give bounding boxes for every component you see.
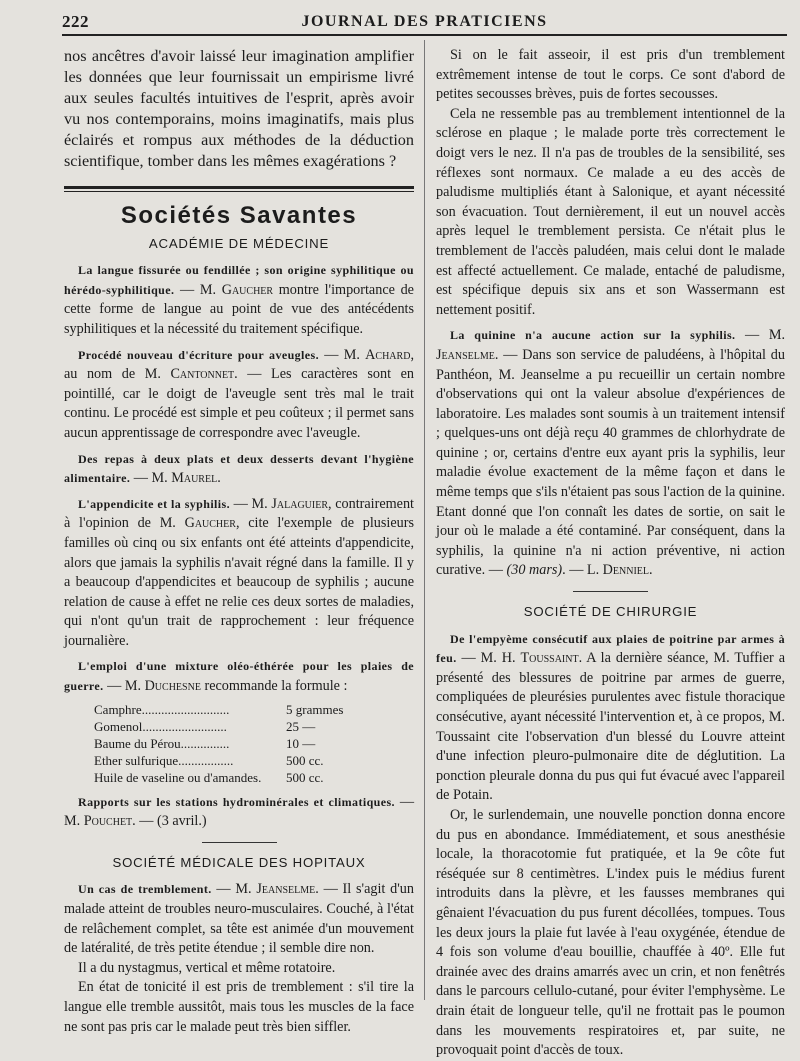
- rubric: De l'empyème consécutif aux plaies de poitrine par armes à feu.: [436, 631, 785, 666]
- author-name: Toussaint: [520, 650, 579, 667]
- formula-row: Huile de vaseline ou d'amandes. 500 cc.: [94, 770, 324, 786]
- author-name: Cantonnet: [170, 366, 235, 383]
- short-rule: [573, 591, 648, 592]
- report-langue-fissuree: La langue fissurée ou fendillée ; son origine syphilitique ou hérédo-syphilitique. — M. Gaucher montre l'importance de cette forme de langue au point de vue des antécédents syphilitiques et la nécessité du traitement spécifique.: [64, 263, 414, 337]
- report-repas: Des repas à deux plats et deux desserts devant l'hygiène alimentaire. — M. Maurel.: [64, 451, 414, 487]
- rubric: Des repas à deux plats et deux desserts devant l'hygiène alimentaire.: [64, 451, 414, 486]
- report-tremblement: Un cas de tremblement. — M. Jeanselme. — Il s'agit d'un malade atteint de troubles neuro-musculaires. Couché, à l'état de relâchement complet, sa tête est animée d'un mouvement de latéralité, de très petite étendue ; il semble dire non.: [64, 881, 414, 957]
- author-name: Pouchet: [83, 813, 133, 830]
- formula-list: [94, 701, 414, 787]
- hopitaux-heading: SOCIÉTÉ MÉDICALE DES HOPITAUX: [112, 854, 366, 870]
- formula-row: Ether sulfurique................. 500 cc.: [94, 753, 324, 769]
- author-name: Jeanselme: [436, 346, 495, 363]
- paragraph: Or, le surlendemain, une nouvelle ponction donna encore du pus en abondance. Immédiatement, et sous anesthésie locale, la thoracotomie fut pratiquée, et la 9e côte fut réséquée sur 8 centimètres. L'index puis le médius furent introduits dans la plèvre, et les fausses membranes qui gênaient l'évacuation du pus furent décollées, tompues. Tous les deux jours la plaie fut lavée à l'eau oxygénée, étendue de 4 fois son volume d'eau bouillie, chauffée à 40º. Elle fut drainée avec des drains amarrés avec un crin, et non fenêtrés dans le parcours cellulo-cutané, pour éviter l'emphysème. Le drain était de longueur telle, qu'il ne frottait pas le poumon dans les mouvements respiratoires et, par suite, ne provoquait point d'accès de toux.: [436, 806, 785, 1059]
- rubric: Rapports sur les stations hydrominérales et climatiques.: [78, 794, 395, 809]
- signature: L. Denniel: [586, 562, 650, 579]
- report-date: (30 mars): [506, 562, 563, 579]
- formula-row: Baume du Pérou............... 10 —: [94, 736, 316, 752]
- column-divider: [424, 40, 425, 1000]
- section-title: Sociétés Savantes: [120, 202, 358, 229]
- report-appendicite: L'appendicite et la syphilis. — M. Jalaguier, contrairement à l'opinion de M. Gaucher, cite l'exemple de plusieurs familles où cinq ou six enfants ont été atteints d'appendicite, alors que jamais la syphilis n'avait régné dans la famille. Il y a beaucoup d'appendicites et beaucoup de syphilis ; aucune relation de cause à effet ne relie ces deux sortes de maladies, qui n'ont qu'un trait de rapprochement : leur fréquence journalière.: [64, 495, 415, 649]
- formula-row: Gomenol.......................... 25 —: [94, 718, 316, 734]
- left-column: [64, 46, 414, 1037]
- report-quinine: La quinine n'a aucune action sur la syphilis. — M. Jeanselme. — Dans son service de paludéens, à l'hôpital du Panthéon, M. Jeanselme a pu recueillir un certain nombre d'observations qui ont la valeur absolue d'expériences de laboratoire. Les malades sont soumis à un traitement intensif ; quelques-uns ont déjà reçu 40 grammes de chlorhydrate de quinine ; or, certains d'entre eux ayant pris la syphilis, leur maladie évolue exactement de la même façon et dans le même temps que s'ils n'étaient pas sous l'action de la quinine. Etant donné que l'on connaît les dates de sortie, on sait le jour où le malade a été contaminé. Par conséquent, dans la syphilis, la quinine n'a ni action préventive, ni action curative. — (30 mars). — L. Denniel.: [436, 327, 785, 579]
- paragraph: Si on le fait asseoir, il est pris d'un tremblement extrêmement intense de tout le corps. Ce sont d'abord de petites secousses brèves, puis de fortes secousses.: [436, 47, 785, 103]
- right-column: [436, 46, 785, 1061]
- author-name: Jalaguier: [271, 495, 328, 512]
- author-name: Maurel: [171, 470, 218, 487]
- paragraph: En état de tonicité il est pris de tremblement : s'il tire la langue elle tremble aussitôt, mais tous les muscles de la face ne sont pas pris car le malade peut très bien siffler.: [64, 979, 414, 1035]
- academie-heading: ACADÉMIE DE MÉDECINE: [148, 235, 330, 251]
- report-stations: Rapports sur les stations hydrominérales et climatiques. — M. Pouchet. — (3 avril.): [64, 793, 414, 830]
- author-name: Achard: [365, 346, 411, 363]
- paragraph: Il a du nystagmus, vertical et même rotatoire.: [78, 959, 336, 976]
- chirurgie-heading: SOCIÉTÉ DE CHIRURGIE: [523, 604, 698, 620]
- author-name: Gaucher: [221, 281, 274, 298]
- report-mixture: L'emploi d'une mixture oléo-éthérée pour les plaies de guerre. — M. Duchesne recommande la formule :: [64, 659, 414, 695]
- rubric: La langue fissurée ou fendillée ; son origine syphilitique ou hérédo-syphilitique.: [64, 263, 414, 297]
- rubric: La quinine n'a aucune action sur la syphilis.: [450, 328, 736, 343]
- author-name: Gaucher: [184, 515, 236, 532]
- author-name: Duchesne: [144, 678, 201, 695]
- page-number: 222: [62, 12, 89, 31]
- rubric: Un cas de tremblement.: [78, 882, 212, 897]
- page-header: [62, 10, 787, 36]
- rubric: L'appendicite et la syphilis.: [78, 496, 230, 511]
- paragraph: Cela ne ressemble pas au tremblement intentionnel de la sclérose en plaque ; le malade porte très correctement le doigt vers le nez. Il n'a pas de troubles de la sensibilité, ses réflexes sont normaux. Ce malade a eu des accès de paludisme multipliés étant à Salonique, et ayant nécessité son évacuation. Tout dernièrement, il eut un nouvel accès après lequel le tremblement persista. Ce n'était plus le tremblement de l'accès paludéen, mais celui dont le malade est affecté actuellement. Ce malade, entaché de paludisme, est spécifique depuis six ans et son Wassermann est nettement positif.: [436, 105, 785, 318]
- formula-row: Camphre........................... 5 grammes: [94, 701, 344, 717]
- report-empyeme: De l'empyème consécutif aux plaies de poitrine par armes à feu. — M. H. Toussaint. A la dernière séance, M. Tuffier a présenté des blessures de poitrine par armes de guerre, compliquées de pleurésies purulentes avec fistule thoracique consécutive, ayant nécessité l'intervention et, à ce propos, M. Toussaint cite l'observation d'un blessé du Louvre atteint d'une infection pleuro-pulmonaire dite de déglutition. La ponction pleurale donna du pus qui fut évacué avec l'appareil de Potain.: [436, 631, 785, 804]
- rubric: L'emploi d'une mixture oléo-éthérée pour les plaies de guerre.: [64, 659, 414, 694]
- journal-title: JOURNAL DES PRATICIENS: [301, 13, 548, 30]
- report-ecriture-aveugles: Procédé nouveau d'écriture pour aveugles. — M. Achard, au nom de M. Cantonnet. — Les caractères sont en pointillé, car le doigt de l'aveugle sent très mal le trait continu. Le procédé est simple et peu coûteux ; il permet sans aucun apprentissage de correspondre avec l'aveugle.: [64, 346, 414, 441]
- intro-paragraph: nos ancêtres d'avoir laissé leur imagination amplifier les données que leur fournissait un empirisme livré aux seules facultés intuitives de l'esprit, après avoir vu nos contemporains, moins imaginatifs, mais plus éclairés et rompus aux méthodes de la déduction scientifique, tomber dans les mêmes exagérations ?: [64, 47, 414, 170]
- section-rule: [64, 186, 414, 192]
- short-rule: [202, 842, 277, 843]
- rubric: Procédé nouveau d'écriture pour aveugles.: [78, 347, 319, 362]
- author-name: Jeanselme: [256, 881, 316, 898]
